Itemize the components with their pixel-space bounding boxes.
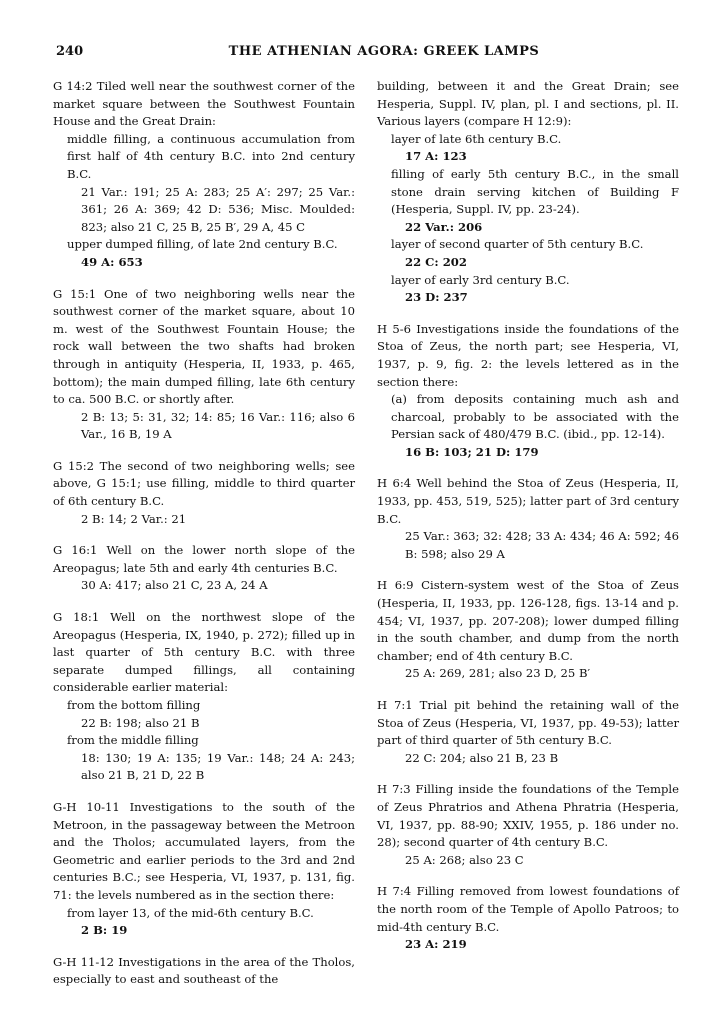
layer-description: from layer 13, of the mid-6th century B.C. (67, 905, 314, 920)
layer-description: from the bottom filling (67, 698, 201, 712)
layer-description: upper dumped filling, of late 2nd century B.C. (67, 237, 338, 252)
deposit-entry-g161 (53, 542, 355, 595)
lamp-list: 21 Var.: 191; 25 A: 283; 25 A′: 297; 25 Var.: 361; 26 A: 369; 42 D: 536; Misc. Moulded: 823; also 21 C, 25 B, 25 B′, 29 A, 45 C (81, 184, 355, 234)
deposit-description: H 7:1 Trial pit behind the retaining wall of the Stoa of Zeus (Hesperia, VI, 1937, pp. 49-53); latter part of third quarter of 5th century B.C. (377, 698, 679, 748)
deposit-description: G 16:1 Well on the lower north slope of the Areopagus; late 5th and early 4th centuries B.C. (53, 543, 355, 575)
lamp-list: 22 B: 198; also 21 B (81, 715, 200, 730)
deposit-description: G 15:2 The second of two neighboring wells; see above, G 15:1; use filling, middle to third quarter of 6th century B.C. (53, 458, 355, 509)
deposit-entry-h73 (377, 781, 679, 869)
lamp-list: 2 B: 19 (81, 923, 128, 938)
page-number: 240 (56, 44, 84, 59)
lamp-list: 22 C: 202 (405, 254, 467, 269)
layer-description: (a) from deposits containing much ash and charcoal, probably to be associated with the Persian sack of 480/479 B.C. (ibid., pp. 12-14). (391, 392, 679, 442)
lamp-list: 2 B: 13; 5: 31, 32; 14: 85; 16 Var.: 116; also 6 Var., 16 B, 19 A (81, 409, 355, 442)
lamp-list: 23 A: 219 (405, 937, 467, 952)
lamp-list: 2 B: 14; 2 Var.: 21 (81, 511, 187, 526)
lamp-list: 25 A: 268; also 23 C (405, 852, 524, 867)
lamp-list: 18: 130; 19 A: 135; 19 Var.: 148; 24 A: 243; also 21 B, 21 D, 22 B (81, 750, 355, 783)
deposit-description: building, between it and the Great Drain; see Hesperia, Suppl. IV, plan, pl. I and sections, pl. II. Various layers (compare H 12:9): (377, 79, 679, 129)
lamp-list: 22 Var.: 206 (405, 219, 483, 234)
deposit-entry-gh1011 (53, 799, 355, 940)
deposit-entry-gh1112c (377, 78, 679, 307)
deposit-description: H 5-6 Investigations inside the foundations of the Stoa of Zeus, the north part; see Hesperia, VI, 1937, p. 9, fig. 2: the levels lettered as in the section there: (377, 321, 679, 389)
lamp-list: 17 A: 123 (405, 149, 467, 164)
layer-description: layer of late 6th century B.C. (391, 131, 562, 146)
deposit-description: H 6:9 Cistern-system west of the Stoa of Zeus (Hesperia, II, 1933, pp. 126-128, figs. 13-14 and p. 454; VI, 1937, pp. 207-208); lower dumped filling in the south chamber, and dump from the north chamber; end of 4th century B.C. (377, 578, 679, 663)
deposit-entry-g142 (53, 78, 355, 272)
deposit-description: G 15:1 One of two neighboring wells near the southwest corner of the market square, about 10 m. west of the Southwest Fountain House; the rock wall between the two shafts had broken through in antiquity (Hesperia, II, 1933, p. 465, bottom); the main dumped filling, late 6th century to ca. 500 B.C. or shortly after. (53, 286, 355, 407)
deposit-entry-h56 (377, 321, 679, 462)
left-column (53, 78, 355, 1003)
deposit-entry-h74 (377, 883, 679, 953)
deposit-description: G-H 11-12 Investigations in the area of the Tholos, especially to east and southeast of the (53, 954, 355, 987)
deposit-entry-h69 (377, 577, 679, 683)
lamp-list: 22 C: 204; also 21 B, 23 B (405, 750, 559, 765)
deposit-description: H 7:4 Filling removed from lowest foundations of the north room of the Temple of Apollo Patroos; to mid-4th century B.C. (377, 884, 679, 934)
deposit-description: H 6:4 Well behind the Stoa of Zeus (Hesperia, II, 1933, pp. 453, 519, 525); latter part of 3rd century B.C. (377, 476, 679, 526)
layer-description: filling of early 5th century B.C., in the small stone drain serving kitchen of Building F (Hesperia, Suppl. IV, pp. 23-24). (391, 166, 679, 217)
right-column (377, 78, 679, 968)
lamp-list: 30 A: 417; also 21 C, 23 A, 24 A (81, 578, 268, 593)
deposit-entry-h64 (377, 475, 679, 563)
deposit-description: G-H 10-11 Investigations to the south of the Metroon, in the passageway between the Metroon and the Tholos; accumulated layers, from the Geometric and earlier periods to the 3rd and 2nd centuries B.C.; see Hesperia, VI, 1937, p. 131, fig. 71: the levels numbered as in the section there: (53, 799, 355, 902)
deposit-entry-g152 (53, 458, 355, 528)
deposit-entry-g181 (53, 609, 355, 785)
deposit-description: G 14:2 Tiled well near the southwest corner of the market square between the Southwest Fountain House and the Great Drain: (53, 79, 355, 129)
lamp-list: 25 A: 269, 281; also 23 D, 25 B′ (405, 666, 591, 681)
deposit-entry-gh1112 (53, 954, 355, 989)
layer-description: layer of early 3rd century B.C. (391, 272, 570, 287)
lamp-list: 49 A: 653 (81, 254, 143, 269)
layer-description: middle filling, a continuous accumulation from first half of 4th century B.C. into 2nd century B.C. (67, 131, 355, 181)
deposit-entry-h71 (377, 697, 679, 767)
lamp-list: 25 Var.: 363; 32: 428; 33 A: 434; 46 A: 592; 46 B: 598; also 29 A (405, 529, 679, 561)
lamp-list: 23 D: 237 (405, 290, 468, 305)
running-head: THE ATHENIAN AGORA: GREEK LAMPS (228, 44, 540, 59)
deposit-entry-g151 (53, 286, 355, 444)
deposit-description: G 18:1 Well on the northwest slope of the Areopagus (Hesperia, IX, 1940, p. 272); filled up in last quarter of 5th century B.C. with three separate dumped fillings, all containing considerable earlier material: (53, 610, 355, 695)
layer-description: from the middle filling (67, 733, 199, 748)
layer-description: layer of second quarter of 5th century B.C. (391, 237, 644, 252)
deposit-description: H 7:3 Filling inside the foundations of the Temple of Zeus Phratrios and Athena Phratria (Hesperia, VI, 1937, pp. 88-90; XXIV, 1955, p. 186 under no. 28); second quarter of 4th century B.C. (377, 782, 679, 850)
lamp-list: 16 B: 103; 21 D: 179 (405, 444, 539, 459)
